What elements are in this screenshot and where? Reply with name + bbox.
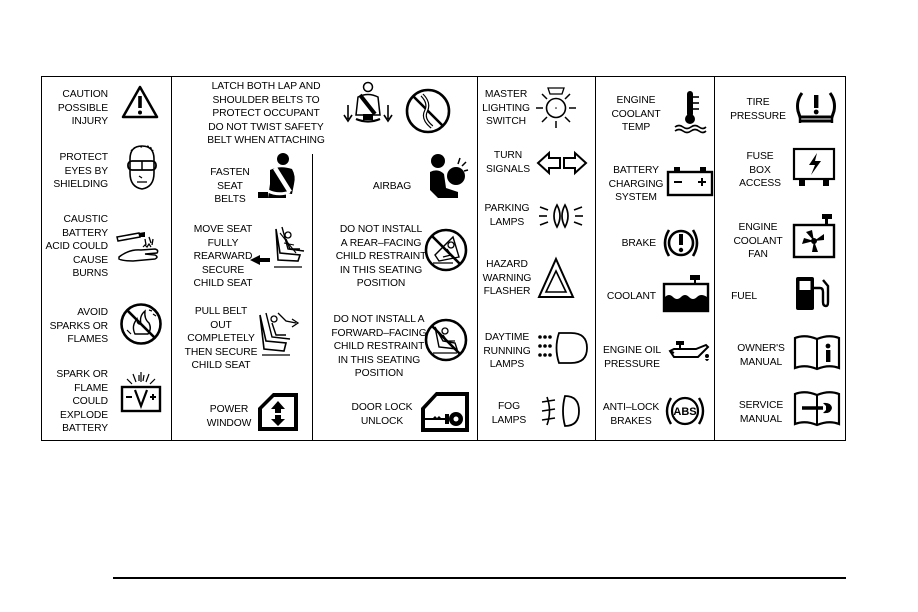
vehicle-symbols-chart bbox=[41, 76, 846, 441]
fog-lamps-label: FOG LAMPS bbox=[491, 401, 527, 426]
owners-manual-icon bbox=[793, 332, 841, 372]
battery-icon bbox=[666, 165, 714, 197]
master-lighting-icon bbox=[535, 85, 577, 129]
brake-warning-icon bbox=[661, 224, 701, 262]
daytime-running-lamps-icon bbox=[537, 331, 589, 365]
fuel-label: FUEL bbox=[731, 291, 757, 302]
engine-coolant-temp-label: ENGINE COOLANT TEMP bbox=[611, 95, 661, 133]
brake-label: BRAKE bbox=[621, 238, 656, 249]
exploding-battery-icon bbox=[119, 370, 163, 414]
service-manual-icon bbox=[793, 388, 841, 428]
power-window-label: POWER WINDOW bbox=[206, 404, 252, 429]
no-rear-facing-seat-icon bbox=[423, 227, 469, 273]
airbag-icon bbox=[422, 152, 470, 202]
caution-triangle-icon bbox=[121, 85, 159, 119]
abs-text: ABS bbox=[673, 406, 697, 418]
column-divider bbox=[171, 77, 172, 440]
coolant-temperature-icon bbox=[673, 89, 707, 133]
avoid-sparks-label: AVOID SPARKS OR FLAMES bbox=[49, 307, 108, 345]
column-divider bbox=[595, 77, 596, 440]
master-lighting-label: MASTER LIGHTING SWITCH bbox=[482, 89, 530, 127]
no-flame-icon bbox=[119, 302, 163, 346]
column-divider bbox=[312, 154, 313, 440]
parking-lamps-label: PARKING LAMPS bbox=[484, 203, 530, 228]
fog-lamps-icon bbox=[539, 393, 581, 429]
engine-oil-label: ENGINE OIL PRESSURE bbox=[603, 345, 661, 370]
hazard-triangle-icon bbox=[537, 257, 575, 299]
column-divider bbox=[714, 77, 715, 440]
face-shield-icon bbox=[122, 143, 162, 191]
footer-rule bbox=[113, 577, 846, 579]
turn-signal-arrows-icon bbox=[536, 151, 588, 175]
coolant-reservoir-icon bbox=[662, 273, 710, 313]
fuel-pump-icon bbox=[793, 274, 829, 312]
no-twisted-belt-icon bbox=[404, 87, 452, 135]
protect-eyes-label: PROTECT EYES BY SHIELDING bbox=[53, 152, 108, 190]
pull-belt-label: PULL BELT OUT COMPLETELY THEN SECURE CHILD SEAT bbox=[184, 306, 258, 371]
fuse-box-icon bbox=[790, 147, 838, 187]
child-seat-rearward-icon bbox=[250, 223, 306, 273]
power-window-switch-icon bbox=[255, 390, 301, 434]
battery-charging-label: BATTERY CHARGING SYSTEM bbox=[608, 165, 664, 203]
antilock-brakes-label: ANTI–LOCK BRAKES bbox=[602, 402, 660, 427]
seat-belt-icon bbox=[256, 152, 302, 202]
acid-burn-hand-icon bbox=[115, 223, 161, 267]
tire-pressure-icon bbox=[794, 87, 838, 129]
parking-lamps-icon bbox=[537, 201, 585, 231]
fasten-belts-label: FASTEN SEAT BELTS bbox=[210, 167, 250, 205]
airbag-label: AIRBAG bbox=[372, 181, 412, 192]
oil-can-icon bbox=[668, 339, 710, 365]
fuse-box-label: FUSE BOX ACCESS bbox=[739, 151, 781, 189]
column-divider bbox=[477, 77, 478, 440]
no-forward-facing-label: DO NOT INSTALL A FORWARD–FACING CHILD RESTRAINT IN THIS SEATING POSITION bbox=[331, 314, 427, 379]
turn-signals-label: TURN SIGNALS bbox=[486, 150, 530, 175]
hazard-flasher-label: HAZARD WARNING FLASHER bbox=[482, 259, 532, 297]
caustic-acid-label: CAUSTIC BATTERY ACID COULD CAUSE BURNS bbox=[45, 214, 108, 279]
tire-pressure-label: TIRE PRESSURE bbox=[730, 97, 786, 122]
spark-explode-label: SPARK OR FLAME COULD EXPLODE BATTERY bbox=[56, 369, 108, 434]
door-lock-label: DOOR LOCK UNLOCK bbox=[351, 402, 413, 427]
coolant-fan-icon bbox=[790, 212, 838, 260]
no-rear-facing-label: DO NOT INSTALL A REAR–FACING CHILD RESTRAINT IN THIS SEATING POSITION bbox=[335, 224, 427, 289]
move-seat-label: MOVE SEAT FULLY REARWARD SECURE CHILD SEAT bbox=[193, 224, 253, 289]
caution-label: CAUTION POSSIBLE INJURY bbox=[57, 89, 108, 127]
door-lock-key-icon bbox=[419, 390, 471, 434]
daytime-running-label: DAYTIME RUNNING LAMPS bbox=[483, 332, 531, 370]
engine-coolant-fan-label: ENGINE COOLANT FAN bbox=[733, 222, 783, 260]
latch-belts-label: LATCH BOTH LAP AND SHOULDER BELTS TO PROTECT OCCUPANT DO NOT TWIST SAFETY BELT WHEN ATTACHING bbox=[207, 81, 325, 146]
owners-manual-label: OWNER'S MANUAL bbox=[737, 343, 785, 368]
pull-belt-child-seat-icon bbox=[256, 311, 304, 357]
belt-buckle-arrows-icon bbox=[342, 81, 394, 135]
service-manual-label: SERVICE MANUAL bbox=[738, 400, 784, 425]
coolant-label: COOLANT bbox=[606, 291, 656, 302]
no-forward-facing-seat-icon bbox=[423, 317, 469, 363]
abs-warning-icon bbox=[663, 392, 707, 430]
